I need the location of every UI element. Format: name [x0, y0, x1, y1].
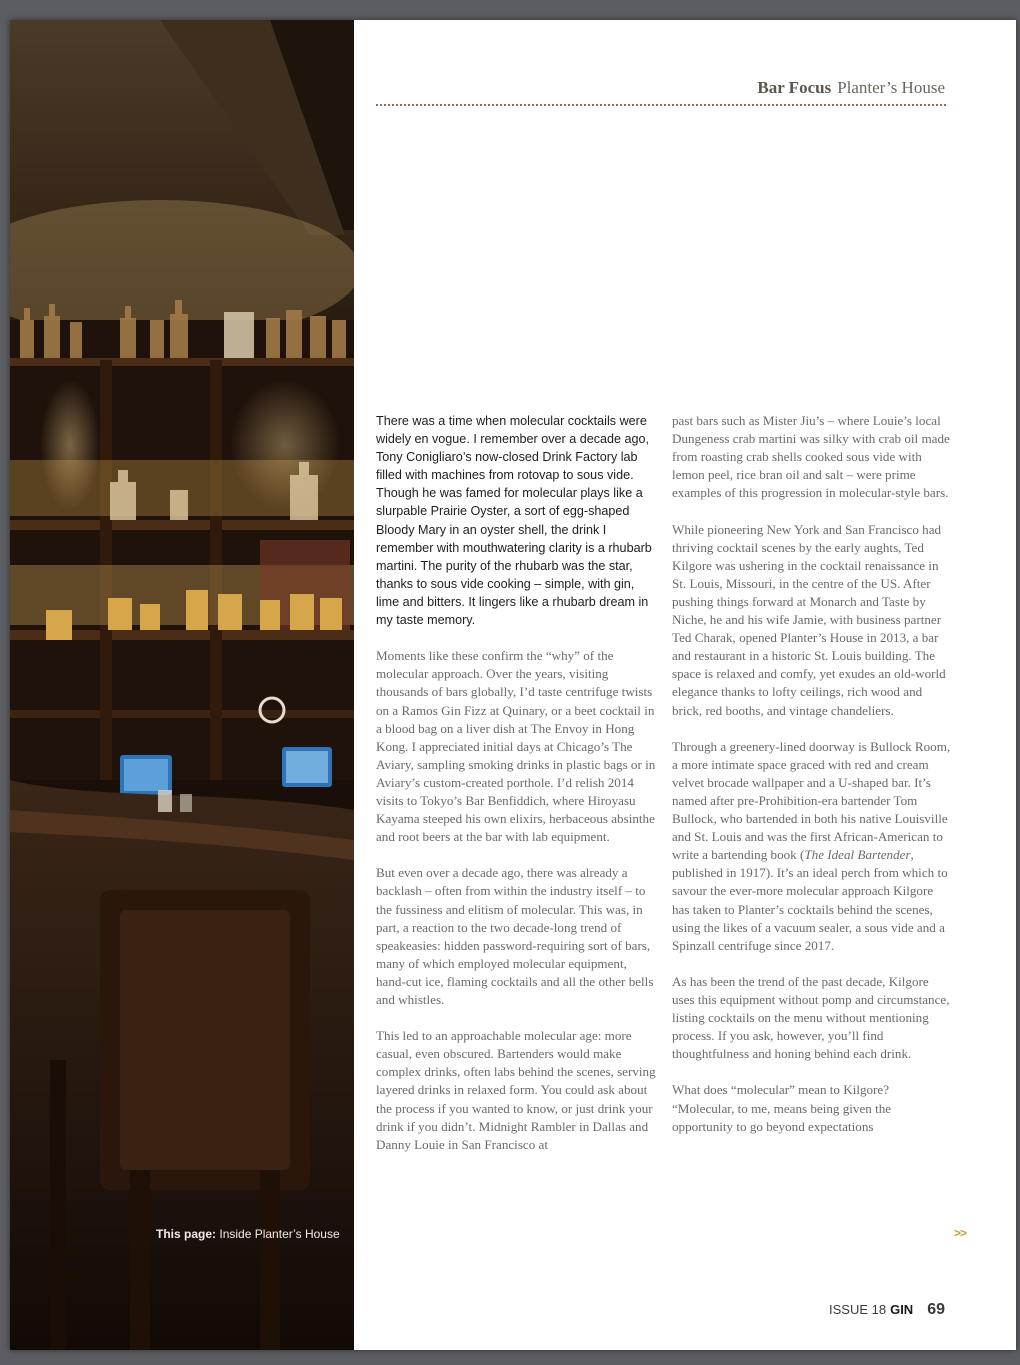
body-paragraph: Moments like these confirm the “why” of the molecular approach. Over the years, visiting thousands of bars globally, I’d taste centrifuge twists on a Ramos Gin Fizz at Quinary, or a beet cocktail in a blood bag on a liver dish at The Envoy in Hong Kong. I appreciated initial days at Chicago’s The Aviary, sampling smoking drinks in plastic bags or in Aviary’s custom-created porthole. I’d relish 2014 visits to Tokyo’s Bar Benfiddich, where Hiroyasu Kayama steeped his own elixirs, herbaceous absinthe and root beers at the bar with lab equipment.: [376, 648, 656, 845]
paragraph-text: , published in 1917). It’s an ideal perch from which to savour the ever-more molecular approach Kilgore has taken to Planter’s cocktails behind the scenes, using the likes of a vacuum sealer, a sous vide and a Spinzall centrifuge since 2017.: [672, 847, 948, 953]
text-column-right: [672, 412, 952, 1154]
body-paragraph: This led to an approachable molecular age: more casual, even obscured. Bartenders would make complex drinks, often labs behind the scenes, serving layered drinks in relaxed form. You could ask about the process if you wanted to know, or just drink your drink if you didn’t. Midnight Rambler in Dallas and Danny Louie in San Francisco at: [376, 1028, 656, 1152]
header-dotted-rule: [376, 104, 946, 106]
book-title: The Ideal Bartender: [804, 847, 911, 863]
body-paragraph: [672, 738, 952, 955]
article-title: Planter’s House: [837, 78, 945, 97]
caption-text: Inside Planter’s House: [219, 1227, 340, 1241]
section-label: Bar Focus: [757, 78, 832, 97]
text-column-left: [376, 412, 656, 1172]
caption-label: This page:: [156, 1227, 217, 1241]
page-number: 69: [927, 1301, 945, 1318]
magazine-name: GIN: [890, 1302, 914, 1317]
body-paragraph: But even over a decade ago, there was already a backlash – often from within the industry itself – to the fussiness and elitism of molecular. This was, in part, a reaction to the two decade-long trend of speakeasies: hidden password-requiring sort of bars, many of which employed molecular equipment, hand-cut ice, flaming cocktails and all the other bells and whistles.: [376, 865, 654, 1007]
photo-caption: [156, 1227, 340, 1241]
running-header: [757, 78, 945, 98]
bar-interior-photo: [10, 20, 354, 1350]
body-paragraph: past bars such as Mister Jiu’s – where Louie’s local Dungeness crab martini was silky with crab oil made from roasting crab shells cooked sous vide with lemon peel, rice bran oil and salt – were prime examples of this progression in molecular-style bars.: [672, 413, 950, 501]
magazine-page: [10, 20, 1016, 1350]
paragraph-text: Through a greenery-lined doorway is Bullock Room, a more intimate space graced with red and cream velvet brocade wallpaper and a U-shaped bar. It’s named after pre-Prohibition-era bartender Tom Bullock, who bartended in both his native Louisville and St. Louis and was the first African-American to write a bartending book (: [672, 738, 951, 863]
bar-interior-illustration: [10, 20, 354, 1350]
page-footer: [829, 1301, 945, 1319]
body-paragraph: What does “molecular” mean to Kilgore? “Molecular, to me, means being given the opportunity to go beyond expectations: [672, 1082, 892, 1134]
body-paragraph: While pioneering New York and San Francisco had thriving cocktail scenes by the early aughts, Ted Kilgore was ushering in the cocktail renaissance in St. Louis, Missouri, in the centre of the US. After pushing things forward at Monarch and Taste by Niche, he and his wife Jamie, with business partner Ted Charak, opened Planter’s House in 2013, a bar and restaurant in a historic St. Louis building. The space is relaxed and comfy, yet exudes an old-world elegance thanks to lofty ceilings, rich wood and brick, red booths, and vintage chandeliers.: [672, 521, 946, 718]
continued-marker: >>: [954, 1226, 967, 1240]
intro-paragraph: There was a time when molecular cocktails were widely en vogue. I remember over a decade ago, Tony Conigliaro’s now-closed Drink Factory lab filled with machines from rotovap to sous vide. Though he was famed for molecular plays like a slurpable Prairie Oyster, a sort of egg-shaped Bloody Mary in an oyster shell, the drink I remember with mouthwatering clarity is a rhubarb martini. The purity of the rhubarb was the star, thanks to sous vide cooking – simple, with gin, lime and bitters. It lingers like a rhubarb dream in my taste memory.: [376, 414, 652, 628]
issue-label: ISSUE 18: [828, 1302, 887, 1317]
body-paragraph: As has been the trend of the past decade, Kilgore uses this equipment without pomp and circumstance, listing cocktails on the menu without mentioning process. If you ask, however, you’ll find thoughtfulness and honing behind each drink.: [672, 973, 950, 1062]
